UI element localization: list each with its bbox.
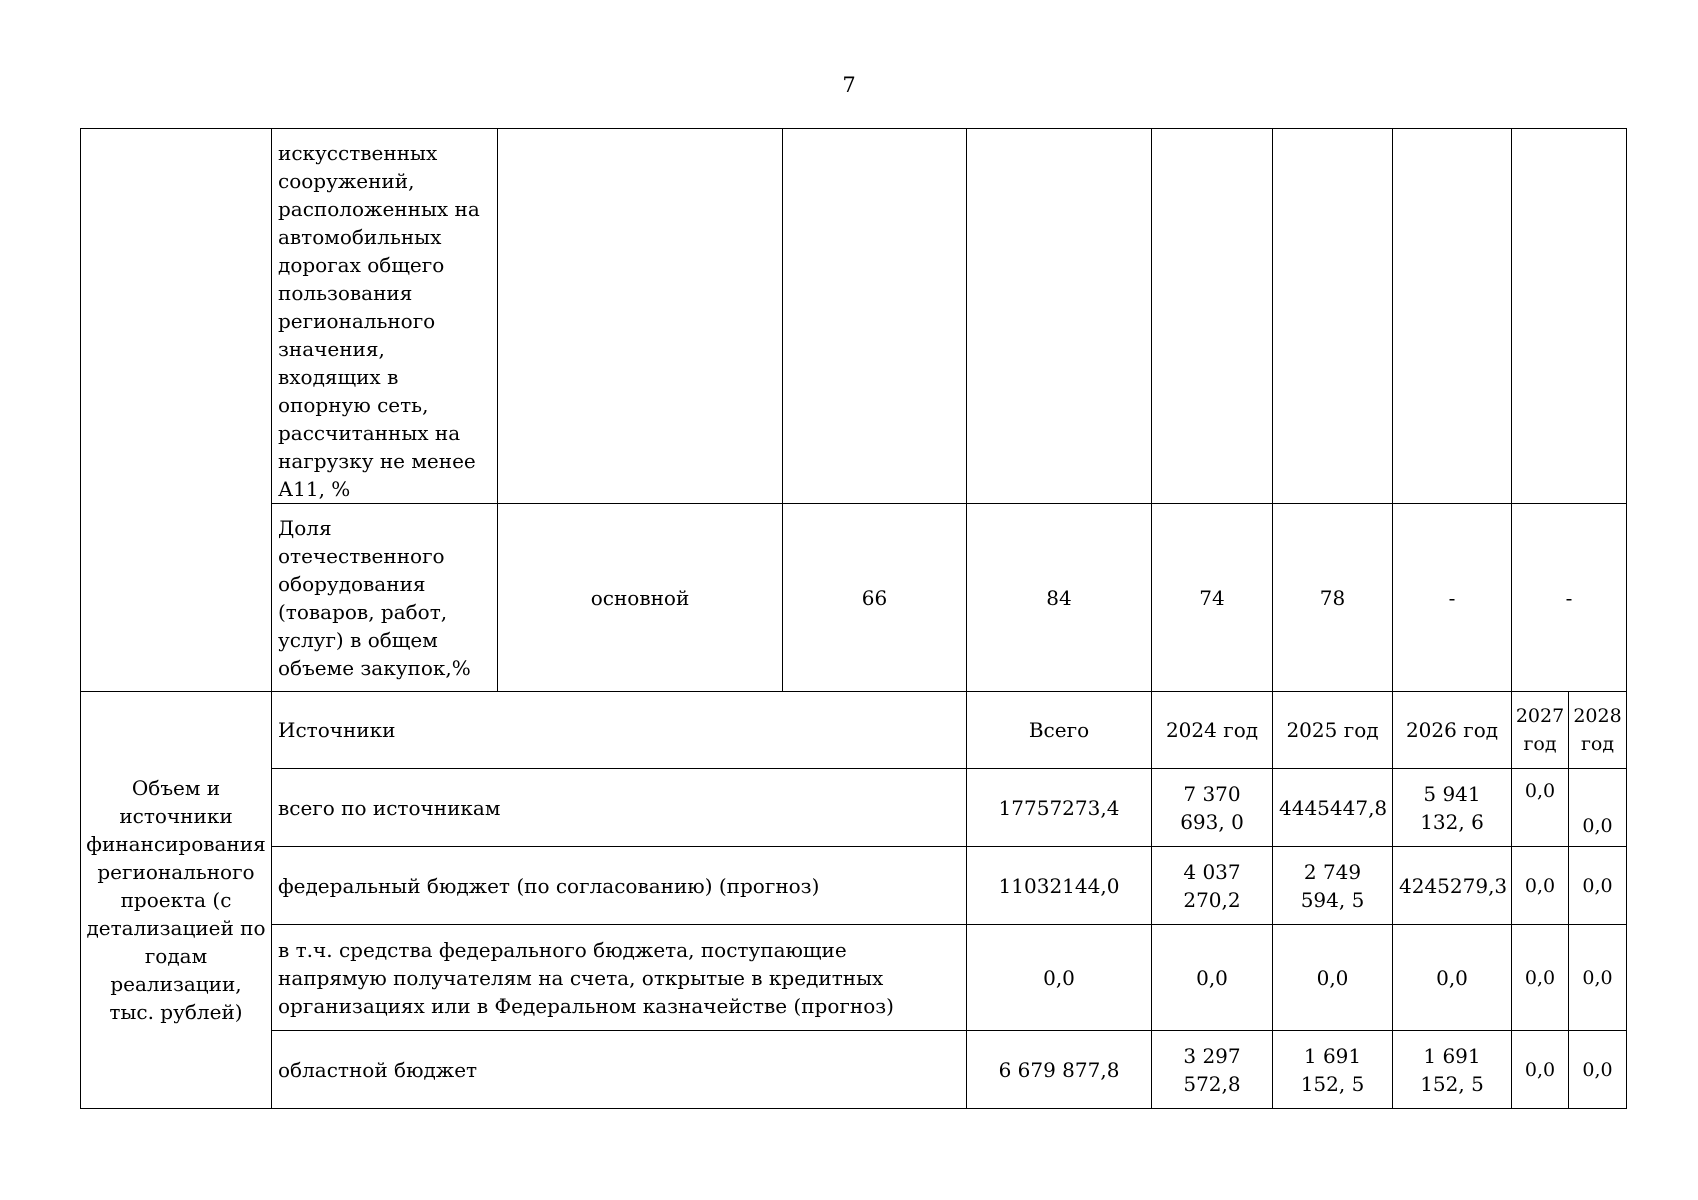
- finance-2026: 4245279,3: [1393, 847, 1512, 925]
- finance-2025: 1 691 152, 5: [1273, 1031, 1393, 1109]
- finance-row-name: всего по источникам: [272, 769, 967, 847]
- header-2027: 2027 год: [1512, 692, 1569, 769]
- empty-cell: [1273, 129, 1393, 504]
- indicator-name: Доля отечественного оборудования (товаров, работ, услуг) в общем объеме закупок,%: [278, 515, 471, 680]
- indicator-row: [81, 504, 1627, 692]
- indicator-value: -: [1393, 504, 1512, 692]
- indicator-type: основной: [498, 504, 783, 692]
- finance-row-direct: [81, 925, 1627, 1031]
- finance-side-label-text: Объем и источники финансирования регионального проекта (с детализацией по годам реализации, тыс. рублей): [86, 776, 266, 1024]
- empty-cell: [1152, 129, 1273, 504]
- empty-cell: [967, 129, 1152, 504]
- header-2026: 2026 год: [1393, 692, 1512, 769]
- empty-cell: [783, 129, 967, 504]
- finance-row-total: [81, 769, 1627, 847]
- indicator-value: 74: [1152, 504, 1273, 692]
- header-2024: 2024 год: [1152, 692, 1273, 769]
- finance-2027: 0,0: [1512, 1031, 1569, 1109]
- finance-side-label: [81, 692, 272, 1109]
- indicator-name-cell: [272, 129, 498, 504]
- finance-2028: 0,0: [1569, 847, 1627, 925]
- empty-cell: [498, 129, 783, 504]
- finance-2025: 4445447,8: [1273, 769, 1393, 847]
- finance-row-federal: [81, 847, 1627, 925]
- indicator-name-cell: [272, 504, 498, 692]
- project-table: [80, 128, 1627, 1109]
- finance-row-name: федеральный бюджет (по согласованию) (прогноз): [272, 847, 967, 925]
- indicator-value: 84: [967, 504, 1152, 692]
- empty-left-cell: [81, 129, 272, 692]
- finance-2024: 4 037 270,2: [1152, 847, 1273, 925]
- empty-cell: [1512, 129, 1627, 504]
- indicator-value: 78: [1273, 504, 1393, 692]
- finance-total: 17757273,4: [967, 769, 1152, 847]
- header-total: Всего: [967, 692, 1152, 769]
- finance-2024: 7 370 693, 0: [1152, 769, 1273, 847]
- finance-2025: 2 749 594, 5: [1273, 847, 1393, 925]
- finance-row-name: областной бюджет: [272, 1031, 967, 1109]
- header-2028: 2028 год: [1569, 692, 1627, 769]
- finance-total: 0,0: [967, 925, 1152, 1031]
- finance-header-row: [81, 692, 1627, 769]
- finance-2027: 0,0: [1512, 925, 1569, 1031]
- empty-cell: [1393, 129, 1512, 504]
- indicator-name-continued: искусственных сооружений, расположенных на автомобильных дорогах общего пользования регионального значения, входящих в опорную сеть, рассчитанных на нагрузку не менее А11, %: [278, 141, 480, 501]
- finance-2028: 0,0: [1569, 925, 1627, 1031]
- finance-2026: 5 941 132, 6: [1393, 769, 1512, 847]
- finance-row-name: в т.ч. средства федерального бюджета, поступающие напрямую получателям на счета, открытые в кредитных организациях или в Федеральном казначействе (прогноз): [272, 925, 967, 1031]
- finance-2028: 0,0: [1569, 769, 1627, 847]
- finance-2027: 0,0: [1512, 769, 1569, 847]
- indicator-base-value: 66: [783, 504, 967, 692]
- finance-total: 11032144,0: [967, 847, 1152, 925]
- finance-2028: 0,0: [1569, 1031, 1627, 1109]
- finance-total: 6 679 877,8: [967, 1031, 1152, 1109]
- indicator-value: -: [1512, 504, 1627, 692]
- header-sources: Источники: [272, 692, 967, 769]
- finance-2027: 0,0: [1512, 847, 1569, 925]
- finance-2025: 0,0: [1273, 925, 1393, 1031]
- finance-2024: 0,0: [1152, 925, 1273, 1031]
- header-2025: 2025 год: [1273, 692, 1393, 769]
- finance-2026: 0,0: [1393, 925, 1512, 1031]
- finance-2024: 3 297 572,8: [1152, 1031, 1273, 1109]
- indicator-row-continued: [81, 129, 1627, 504]
- page-number: 7: [842, 73, 856, 97]
- finance-row-regional: [81, 1031, 1627, 1109]
- finance-2026: 1 691 152, 5: [1393, 1031, 1512, 1109]
